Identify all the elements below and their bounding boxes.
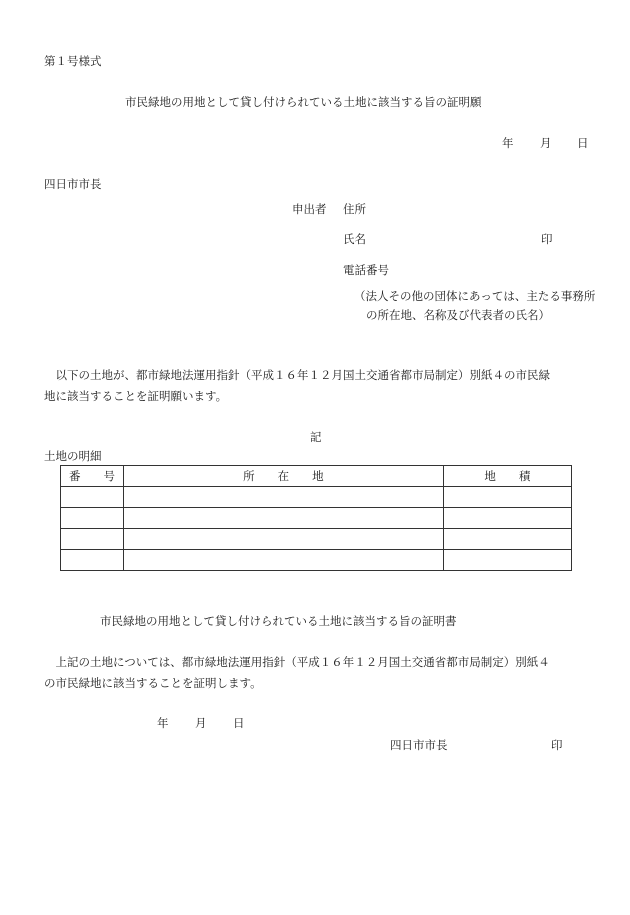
table-cell[interactable] (124, 529, 444, 550)
applicant-note-line2: の所在地、名称及び代表者の氏名） (366, 308, 550, 322)
address-label: 住所 (343, 202, 366, 216)
table-row (61, 550, 572, 571)
table-cell[interactable] (124, 550, 444, 571)
applicant-seal: 印 (541, 232, 553, 246)
name-label: 氏名 (343, 232, 366, 246)
cert-date-month: 月 (195, 716, 207, 730)
form-number: 第１号様式 (44, 54, 102, 68)
table-cell[interactable] (443, 487, 571, 508)
certificate-body: 上記の土地については、都市緑地法運用指針（平成１６年１２月国土交通省都市局制定）別紙４ の市民緑地に該当することを証明します。 (44, 655, 550, 690)
cert-date-year: 年 (157, 716, 169, 730)
table-cell[interactable] (443, 550, 571, 571)
request-body: 以下の土地が、都市緑地法運用指針（平成１６年１２月国土交通省都市局制定）別紙４の市民緑 地に該当することを証明願います。 (44, 368, 550, 403)
certificate-title: 市民緑地の用地として貸し付けられている土地に該当する旨の証明書 (100, 614, 457, 628)
table-cell[interactable] (61, 508, 124, 529)
date-day: 日 (577, 136, 589, 150)
table-cell[interactable] (61, 550, 124, 571)
addressee: 四日市市長 (44, 177, 102, 191)
table-caption: 土地の明細 (44, 449, 102, 463)
date-month: 月 (540, 136, 552, 150)
table-cell[interactable] (443, 508, 571, 529)
header-number: 番 号 (61, 466, 124, 487)
applicant-label: 申出者 (292, 202, 327, 216)
table-cell[interactable] (443, 529, 571, 550)
table-cell[interactable] (124, 508, 444, 529)
applicant-note-line1: （法人その他の団体にあっては、主たる事務所 (354, 289, 596, 303)
table-header-row (61, 466, 572, 487)
ki-heading: 記 (310, 430, 322, 444)
table-cell[interactable] (124, 487, 444, 508)
phone-label: 電話番号 (343, 263, 389, 277)
table-row (61, 487, 572, 508)
date-year: 年 (502, 136, 514, 150)
request-title: 市民緑地の用地として貸し付けられている土地に該当する旨の証明願 (125, 95, 482, 109)
table-cell[interactable] (61, 529, 124, 550)
land-details-table (60, 465, 572, 571)
cert-date-day: 日 (233, 716, 245, 730)
header-area: 地 積 (443, 466, 571, 487)
header-location: 所 在 地 (124, 466, 444, 487)
certificate-seal: 印 (551, 738, 563, 752)
table-row (61, 529, 572, 550)
table-cell[interactable] (61, 487, 124, 508)
table-row (61, 508, 572, 529)
certificate-issuer: 四日市市長 (390, 738, 448, 752)
